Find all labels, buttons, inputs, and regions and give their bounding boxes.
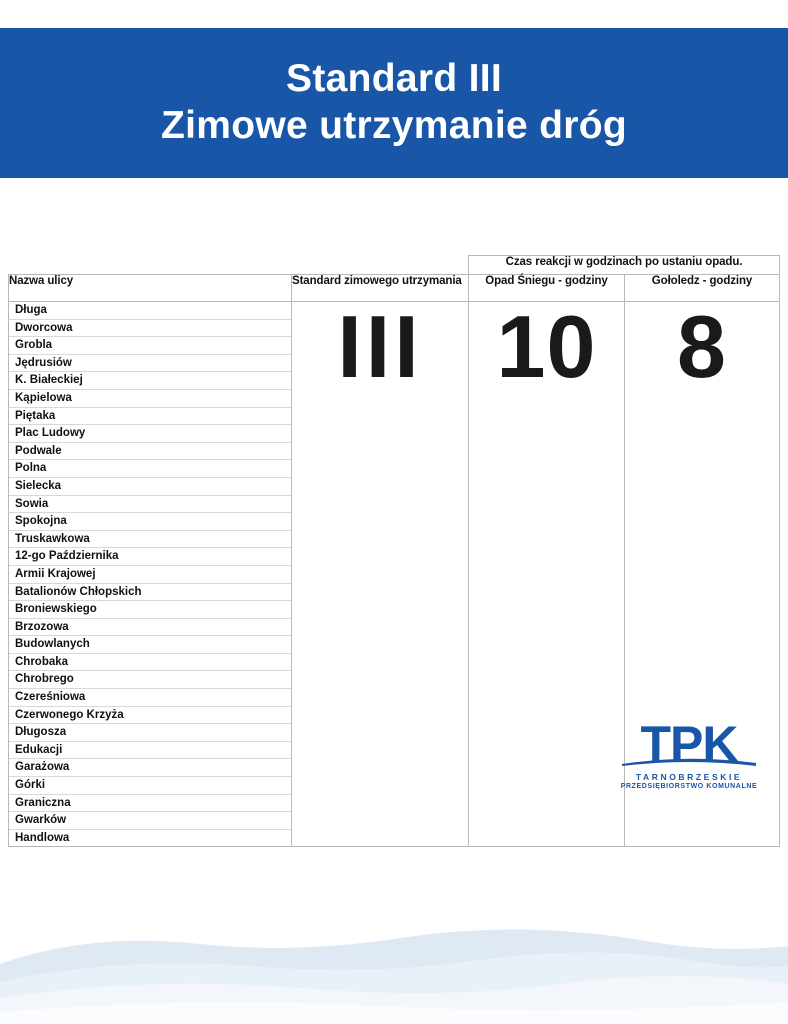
list-item: 12-go Października (9, 548, 291, 566)
tpk-swoosh-icon (622, 758, 756, 766)
snow-hours-value: 10 (496, 297, 597, 396)
list-item: Gwarków (9, 812, 291, 830)
list-item: Sowia (9, 496, 291, 514)
list-item: Garażowa (9, 759, 291, 777)
list-item: Truskawkowa (9, 531, 291, 549)
tpk-logo (614, 718, 764, 790)
header-banner (0, 28, 788, 178)
list-item: Czerwonego Krzyża (9, 707, 291, 725)
list-item: Grobla (9, 337, 291, 355)
column-header-snow: Opad Śniegu - godziny (469, 275, 625, 302)
list-item: Górki (9, 777, 291, 795)
list-item: Sielecka (9, 478, 291, 496)
list-item: Graniczna (9, 795, 291, 813)
list-item: Długa (9, 302, 291, 320)
list-item: Brzozowa (9, 619, 291, 637)
list-item: Dworcowa (9, 320, 291, 338)
street-list-cell (9, 302, 292, 847)
standard-value-cell (292, 297, 469, 847)
list-item: Jędrusiów (9, 355, 291, 373)
column-header-ice: Gołoledz - godziny (625, 275, 780, 302)
snow-drift-decoration (0, 904, 788, 1024)
page-title-line1: Standard III (286, 57, 502, 100)
list-item: Podwale (9, 443, 291, 461)
standard-value: III (337, 297, 423, 396)
group-header-spacer (9, 256, 292, 275)
list-item: Broniewskiego (9, 601, 291, 619)
reaction-time-group-header: Czas reakcji w godzinach po ustaniu opadu. (469, 256, 780, 275)
list-item: Edukacji (9, 742, 291, 760)
list-item: Handlowa (15, 831, 70, 844)
table-group-header-row (9, 256, 780, 275)
list-item: Kąpielowa (9, 390, 291, 408)
ice-hours-value: 8 (677, 297, 727, 396)
tpk-logo-mark: TPK (640, 716, 738, 772)
page-title-line2: Zimowe utrzymanie dróg (161, 104, 627, 147)
snow-hours-cell (469, 297, 625, 847)
list-item: Czereśniowa (9, 689, 291, 707)
list-item: Spokojna (9, 513, 291, 531)
list-item: Armii Krajowej (9, 566, 291, 584)
list-item: Plac Ludowy (9, 425, 291, 443)
group-header-spacer-2 (292, 256, 469, 275)
tpk-logo-subtitle-1: TARNOBRZESKIE (635, 772, 743, 782)
list-item: Chrobrego (9, 671, 291, 689)
tpk-logo-subtitle-2: PRZEDSIĘBIORSTWO KOMUNALNE (620, 783, 758, 790)
list-item: K. Białeckiej (9, 372, 291, 390)
list-item: Batalionów Chłopskich (9, 584, 291, 602)
snow-drift-icon (0, 904, 788, 1024)
list-item: Piętaka (9, 408, 291, 426)
list-item: Polna (9, 460, 291, 478)
column-header-street: Nazwa ulicy (9, 275, 292, 302)
list-item: Budowlanych (9, 636, 291, 654)
column-header-standard: Standard zimowego utrzymania (292, 275, 469, 302)
street-list (9, 302, 291, 846)
list-item: Długosza (9, 724, 291, 742)
list-item: Chrobaka (9, 654, 291, 672)
